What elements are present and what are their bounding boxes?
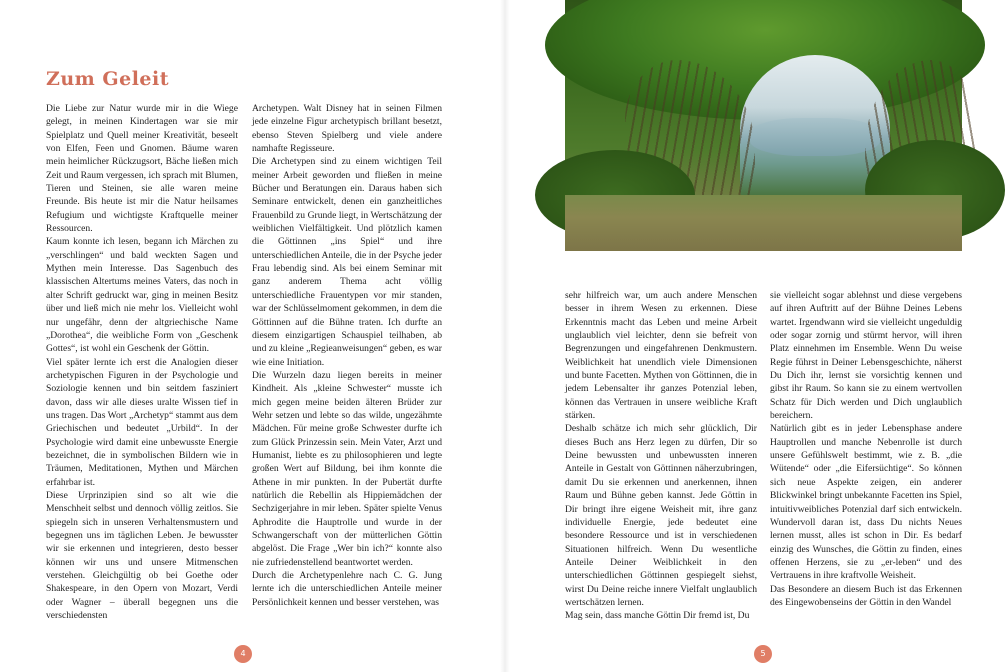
text-column-4 (770, 289, 962, 609)
paragraph: Die Archetypen sind zu einem wichtigen Teil meiner Arbeit geworden und fließen in meine Bücher und Beratungen ein. Daraus haben sich Seminare entwickelt, denen ein ganzheitliches Frauenbild zu Grunde liegt, in Wertschätzung der weiblichen Vielfältigkeit. Und plötzlich kamen die Göttinnen „ins Spiel“ und ihre unterschiedlichen Anteile, die in der Psyche jeder Frau lebendig sind. Als bei einem Seminar mit ganz anderem Thema acht völlig unterschiedliche Frauentypen vor mir standen, war der Schlüsselmoment gekommen, in dem die Göttinnen auf die Bühne traten. Ich durfte an diesem einzigartigen Schauspiel teilhaben, ab und zu kleine „Regieanweisungen“ geben, es war wie eine Initiation. (252, 156, 442, 368)
tree-arch-lake-photo (565, 0, 962, 251)
text-column-3 (565, 289, 757, 622)
lawn (565, 195, 962, 251)
text-column-1 (46, 102, 238, 622)
paragraph: Archetypen. Walt Disney hat in seinen Filmen jede einzelne Figur archetypisch brillant besetzt, ebenso Steven Spielberg und viele andere namhafte Regisseure. (252, 103, 442, 155)
paragraph: Diese Urprinzipien sind so alt wie die Menschheit selbst und dennoch völlig zeitlos. Sie spiegeln sich in unseren Verhaltensmustern und begegnen uns im täglichen Leben. Je bewusster wir sie erkennen und integrieren, desto besser können wir uns und unsere Mitmenschen verstehen. Gleichgültig ob bei Goethe oder Shakespeare, in den Opern von Mozart, Verdi oder Wagner – überall begegnen uns die verschiedensten (46, 489, 238, 622)
paragraph: Durch die Archetypenlehre nach C. G. Jung lernte ich die unterschiedlichen Anteile meiner Persönlichkeit kennen und besser verstehen, was (252, 570, 442, 608)
book-gutter (500, 0, 510, 672)
paragraph: Deshalb schätze ich mich sehr glücklich, Dir dieses Buch ans Herz legen zu dürfen, Dir so Deine bewussten und unbewussten inneren Anteile in Gestalt von Göttinnen näherzubringen, damit Du sie erkennen und anerkennen, ihnen Raum und Bühne geben kannst. Jede Göttin in Dir bringt ihre eigene Weisheit mit, ihre ganz individuelle Energie, jede bedeutet eine besondere Ressource und ist in verschiedenen Situationen hilfreich. Wenn Du wesentliche Anteile Deiner Weiblichkeit in den unterschiedlichen Göttinnen gespiegelt siehst, wirst Du Deine reiche innere Vielfalt unglaublich wertschätzen lernen. (565, 423, 757, 608)
paragraph: Die Wurzeln dazu liegen bereits in meiner Kindheit. Als „kleine Schwester“ musste ich mich gegen meine beiden älteren Brüder zur Wehr setzen und lebte so das wilde, ungezähmte Mädchen. Für meine große Schwester durfte ich zum Glück Prinzessin sein. Mein Vater, Arzt und Humanist, liebte es zu philosophieren und legte großen Wert auf Bildung, bei ihm konnte die Athene in mir punkten. In der Pubertät durfte natürlich die Rebellin als Hippiemädchen der Sechzigerjahre in mir leben. Später spielte Venus Aphrodite die Hauptrolle und wurde in der Schwangerschaft von der mütterlichen Göttin abgelöst. Die Frage „Wer bin ich?“ konnte also nie zufriedenstellend beantwortet werden. (252, 369, 442, 568)
text-column-2 (252, 102, 442, 608)
paragraph: Die Liebe zur Natur wurde mir in die Wiege gelegt, in meinen Kindertagen war sie mir Spielplatz und Quell meiner Kreativität, beseelt von Elfen, Feen und Gnomen. Bäume waren mein heimlicher Rückzugsort, Bäche ließen mich Zeit und Raum vergessen, ich sprach mit Blumen, Tieren und Steinen, sie alle waren meine Freunde. Bis heute ist mir die Natur heilsames Refugium und wichtigste Kraftquelle meiner Ressourcen. (46, 103, 238, 235)
page-number-badge-right: 5 (754, 645, 772, 663)
paragraph: Viel später lernte ich erst die Analogien dieser archetypischen Figuren in der Psychologie und Soziologie kennen und bin seitdem fasziniert davon, dass wir alle dieses uralte Wissen tief in uns tragen. Das Wort „Archetyp“ stammt aus dem Griechischen und bedeutet „Urbild“. In der Psychologie wird damit eine unbewusste Energie bezeichnet, die in symbolischen Bildern wie in Träumen, Meditationen, Mythen und Märchen erfahrbar ist. (46, 356, 238, 488)
page-number-badge-left: 4 (234, 645, 252, 663)
page-title: Zum Geleit (46, 68, 170, 90)
paragraph: Das Besondere an diesem Buch ist das Erkennen des Eingewobenseins der Göttin in den Wandel (770, 583, 962, 608)
paragraph: Mag sein, dass manche Göttin Dir fremd ist, Du (565, 610, 750, 622)
paragraph: sehr hilfreich war, um auch andere Menschen besser in ihrem Wesen zu erkennen. Diese Erkenntnis macht das Leben und meine Arbeit unglaublich viel leichter, denn sie befreit von Begrenzungen und eingefahrenen Denkmustern. Weiblichkeit hat unendlich viele Dimensionen und bunte Facetten. Mythen von Göttinnen, die in jedem Lebensalter ihr ganzes Potenzial leben, können das Vertrauen in unsere weibliche Kraft stärken. (565, 290, 757, 422)
paragraph: sie vielleicht sogar ablehnst und diese vergebens auf ihren Auftritt auf der Bühne Deines Lebens wartet. Irgendwann wird sie vielleicht ungeduldig oder sogar zornig und stürmt hervor, will ihren Platz einnehmen im Ensemble. Wenn Du weise Regie führst in Deiner Lebensgeschichte, näherst Du Dich ihr, lernst sie vorsichtig kennen und gibst ihr Raum. So kann sie zu einem wertvollen Schatz für Dich werden und Dich unglaublich bereichern. (770, 290, 962, 422)
lake-water (750, 118, 880, 156)
paragraph: Kaum konnte ich lesen, begann ich Märchen zu „verschlingen“ und bald weckten Sagen und Mythen mein Interesse. Das Sagenbuch des klassischen Altertums meines Vaters, das noch in alter Schrift gedruckt war, ging in meinen Besitz über und ließ mich nie mehr los. Vielleicht wohl nur ungefähr, denn der altgriechische Name „Dorothea“, die weibliche Form von „Geschenk Gottes“, ist wohl ein Geschenk der Göttin. (46, 236, 238, 355)
paragraph: Natürlich gibt es in jeder Lebensphase andere Hauptrollen und manche Nebenrolle ist durch unsere Gefühlswelt bestimmt, wie z. B. „die Wütende“ oder „die Eifersüchtige“. So können sich neue Aspekte zeigen, ein anderer Blickwinkel bringt unbekannte Facetten ins Spiel, intuitivweibliches Potenzial darf sich entwickeln. Wundervoll daran ist, dass Du nichts Neues lernen musst, alles ist schon in Dir. Es bedarf einzig des Wunsches, die Göttin zu finden, eines offenen Herzens, sie zu „er-leben“ und des Vertrauens in ihre kraftvolle Weisheit. (770, 423, 962, 582)
